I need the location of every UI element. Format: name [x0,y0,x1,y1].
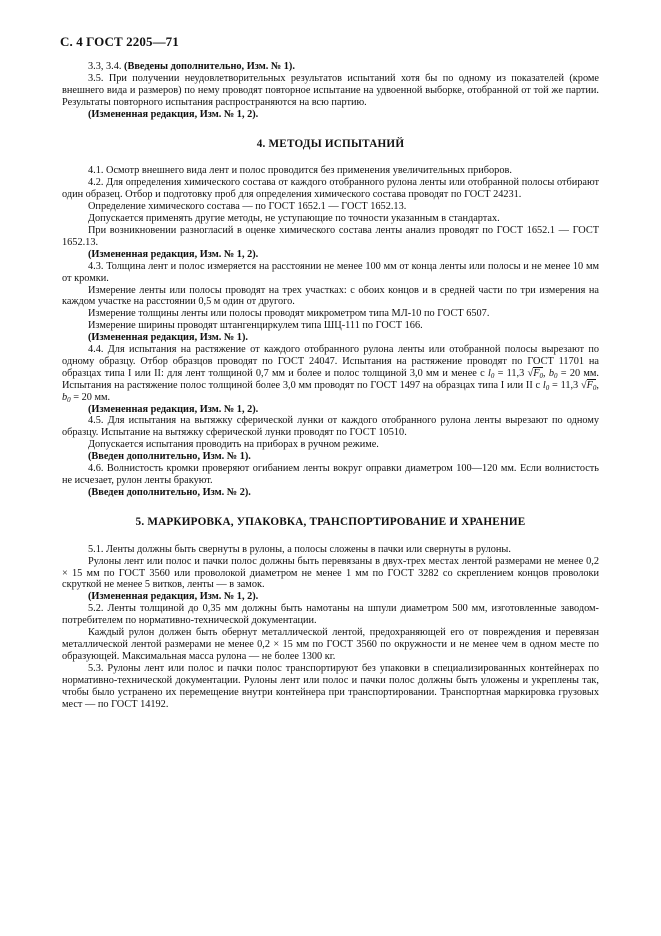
paragraph-s3-2 [62,109,599,121]
paragraph-text: 4.3. Толщина лент и полос измеряется на расстоянии не менее 100 мм от конца ленты или полосы и не менее 10 мм от кромки. [62,260,599,284]
paragraph-text: 5.2. Ленты толщиной до 0,35 мм должны быть намотаны на шпули диаметром 500 мм, изготовленные заводом-потребителем по нормативно-технической документации. [62,603,599,627]
paragraph-s5-5 [62,663,599,711]
amendment-note: (Измененная редакция, Изм. № 1, 2). [88,108,259,120]
paragraph-s5-0 [62,544,599,556]
paragraph-s4-1 [62,177,599,201]
paragraph-text: Определение химического состава — по ГОСТ 1652.1 — ГОСТ 1652.13. [88,201,407,213]
amendment-note: (Измененная редакция, Изм. № 1, 2). [88,248,259,260]
paragraph-s5-2 [62,591,599,603]
amendment-note: (Введен дополнительно, Изм. № 1). [88,451,251,463]
paragraph-s4-5 [62,249,599,261]
paragraph-text: 3.5. При получении неудовлетворительных результатов испытаний хотя бы по одному из показателей (кроме внешнего вида и размеров) по нему проводят повторное испытание на удвоенной выборке, отобранной от той же партии. Результаты повторного испытания распространяются на всю партию. [62,72,599,108]
paragraph-text: 4.2. Для определения химического состава от каждого отобранного рулона ленты или отобранной полосы отбирают один образец. Отбор и подготовку проб для определения химического состава проводят по ГОСТ 24231. [62,177,599,201]
paragraph-s4-10 [62,332,599,344]
section-3-tail [62,61,599,121]
amendment-note: (Введен дополнительно, Изм. № 2). [88,486,251,498]
paragraph-text: 5.3. Рулоны лент или полос и пачки полос транспортируют без упаковки в специализированных контейнерах по нормативно-технической документации. Рулоны лент или полос и пачки полос должны быть уложены и укреплены так, чтобы было устранено их перемещение внутри контейнера при транспортировании. Транспортная маркировка грузовых мест — по ГОСТ 14192. [62,662,599,710]
section-5-paragraphs [62,544,599,711]
amendment-note: (Измененная редакция, Изм. № 1, 2). [88,591,259,603]
section-heading-5: 5. МАРКИРОВКА, УПАКОВКА, ТРАНСПОРТИРОВАНИЕ И ХРАНЕНИЕ [135,515,526,528]
paragraph-4-4: 4.4. Для испытания на растяжение от каждого отобранного рулона ленты или отобранной полосы вырезают по одному образцу. Отбор образцов проводят по ГОСТ 24047. Испытания на растяжение проводят по ГОСТ 11701 на образцах типа I или II: для лент толщиной 0,7 мм и более и полос толщиной 3,0 мм и менее с $l_0 = 11,3$ $√F_0$, $b_0 = 20$ мм. Испытания на растяжение полос толщиной более 3,0 мм проводят по ГОСТ 1497 на образцах типа I или II с $l_0 = 11,3$ $√F_0$, $b_0 = 20$ мм. [62,344,599,404]
paragraph-s5-1 [62,556,599,592]
paragraph-text: Каждый рулон должен быть обернут металлической лентой, предохраняющей его от повреждения и перевязан металлической лентой размерами не менее 0,2 × 15 мм по ГОСТ 3560 по окружности и не менее чем в одном месте по образующей. Максимальная масса рулона — не более 1300 кг. [62,627,599,662]
paragraph-s4b-3 [62,451,599,463]
paragraph-text: 4.5. Для испытания на вытяжку сферической лунки от каждого отобранного рулона ленты вырезают по одному образцу. Испытание на вытяжку сферической лунки проводят по ГОСТ 10510. [62,415,599,439]
sqrt-symbol: √ [527,367,534,379]
document-body [62,61,599,710]
paragraph-s4b-0 [62,404,599,416]
paragraph-text: Измерение толщины ленты или полосы проводят микрометром типа МЛ-10 по ГОСТ 6507. [88,308,490,320]
paragraph-s5-4 [62,627,599,663]
paragraph-text: При возникновении разногласий в оценке химического состава ленты анализ проводят по ГОСТ 1652.1 — ГОСТ 1652.13. [62,224,599,248]
amendment-note: (Измененная редакция, Изм. № 1). [88,332,248,344]
formula-F0: $F_0$ [533,367,543,380]
paragraph-s3-0 [62,61,599,73]
paragraph-text: Измерение ширины проводят штангенциркулем типа ШЦ-111 по ГОСТ 166. [88,320,423,332]
paragraph-s4b-4 [62,463,599,487]
paragraph-4-4-text: 4.4. Для испытания на растяжение от каждого отобранного рулона ленты или отобранной полосы вырезают по одному образцу. Отбор образцов проводят по ГОСТ 24047. Испытания на растяжение проводят по ГОСТ 11701 на образцах типа I или II: для лент толщиной 0,7 мм и более и полос толщиной 3,0 мм и менее с [62,344,599,379]
paragraph-text: Допускается применять другие методы, не уступающие по точности указанным в стандартах. [88,213,500,225]
amendment-note: (Измененная редакция, Изм. № 1, 2). [88,403,259,415]
paragraph-s4-6 [62,261,599,285]
paragraph-text: 4.1. Осмотр внешнего вида лент и полос проводится без применения увеличительных приборов. [88,165,512,177]
paragraph-s4-7 [62,285,599,309]
paragraph-s4-3 [62,213,599,225]
paragraph-text: Измерение ленты или полосы проводят на трех участках: с обоих концов и в средней части по три измерения на каждом участке на расстоянии 0,5 м один от другого. [62,284,599,308]
paragraph-s4-2 [62,201,599,213]
formula-b0: $b_0$ [548,367,558,380]
paragraph-s4-9 [62,320,599,332]
amendment-note: (Введены дополнительно, Изм. № 1). [124,61,295,72]
page-header: С. 4 ГОСТ 2205—71 [60,34,179,49]
paragraph-s3-1 [62,73,599,109]
section-4-paragraphs [62,165,599,344]
formula-F0-2: $F_0$ [586,379,597,392]
paragraph-s4b-2 [62,439,599,451]
paragraph-s4-4 [62,225,599,249]
section-heading-4: 4. МЕТОДЫ ИСПЫТАНИЙ [256,137,405,150]
paragraph-text: 5.1. Ленты должны быть свернуты в рулоны, а полосы сложены в пачки или свернуты в рулоны. [88,543,511,555]
formula-l0-2: $l_0$ [542,379,550,392]
paragraph-text: 4.6. Волнистость кромки проверяют огибанием ленты вокруг оправки диаметром 100—120 мм. Если волнистость не исчезает, рулон ленты бракуют. [62,463,599,486]
formula-l0: $l_0$ [487,367,495,380]
paragraph-s5-3 [62,603,599,627]
paragraph-text: Рулоны лент или полос и пачки полос должны быть перевязаны в двух-трех местах лентой размерами не менее 0,2 × 15 мм по ГОСТ 3560 или проволокой диаметром не менее 1 мм по ГОСТ 3282 со скреплением концов проволоки скруткой не менее 5 витков, ленты — в замок. [62,555,599,591]
paragraph-s4-0 [62,165,599,177]
paragraph-s4b-1 [62,415,599,439]
formula-b0-2: $b_0$ [62,391,71,404]
paragraph-s4-8 [62,308,599,320]
paragraph-text: Допускается испытания проводить на приборах в ручном режиме. [88,439,379,451]
paragraph-s4b-5 [62,487,599,499]
paragraph-text: 3.3, 3.4. [88,61,125,72]
section-4-paragraphs-cont [62,404,599,499]
